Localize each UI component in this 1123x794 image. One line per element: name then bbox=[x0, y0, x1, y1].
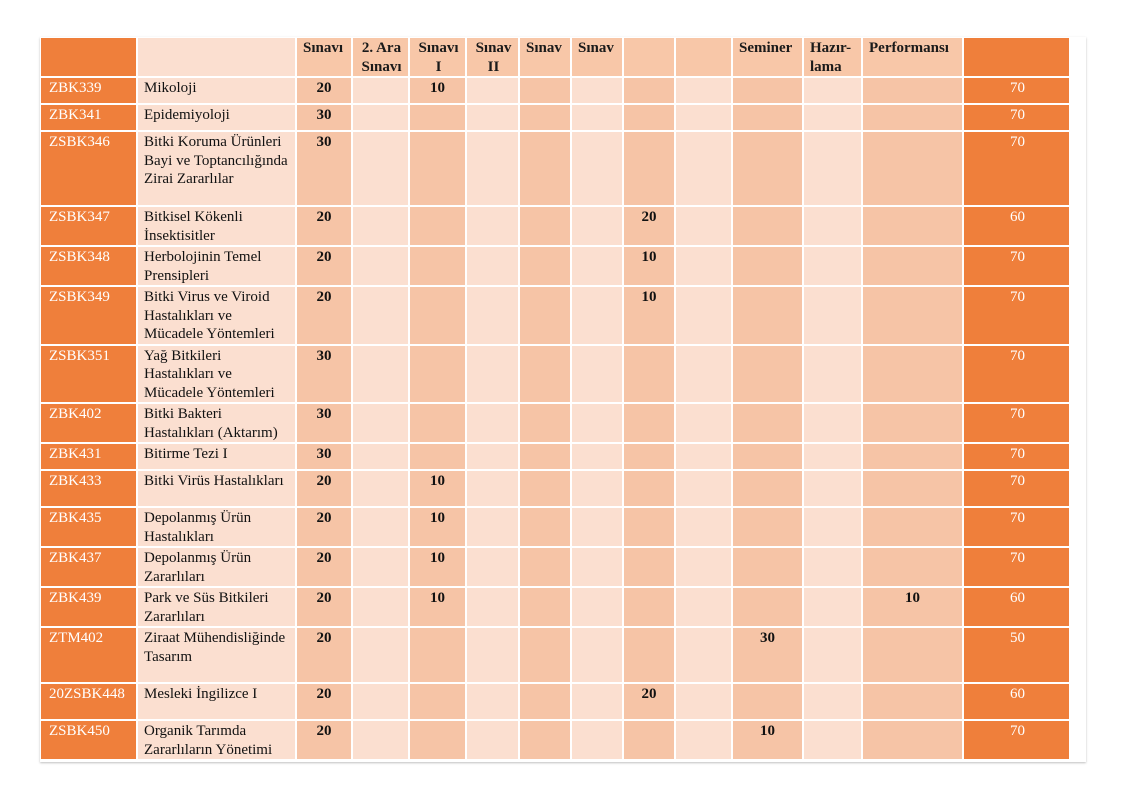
score-cell-8 bbox=[675, 587, 732, 627]
total-cell: 70 bbox=[963, 77, 1070, 104]
score-cell-3 bbox=[409, 443, 466, 470]
score-cell-4 bbox=[466, 587, 519, 627]
score-cell-2 bbox=[352, 403, 409, 443]
course-name-cell: Herbolojinin Temel Prensipleri bbox=[137, 246, 296, 286]
score-cell-3 bbox=[409, 206, 466, 246]
score-cell-1: 20 bbox=[296, 683, 352, 720]
score-cell-10 bbox=[803, 403, 862, 443]
score-cell-3: 10 bbox=[409, 587, 466, 627]
total-cell: 50 bbox=[963, 627, 1070, 683]
score-cell-7 bbox=[623, 470, 675, 507]
table-row bbox=[40, 345, 1070, 404]
score-cell-9 bbox=[732, 507, 803, 547]
score-cell-8 bbox=[675, 246, 732, 286]
score-cell-4 bbox=[466, 206, 519, 246]
score-cell-2 bbox=[352, 131, 409, 206]
table-row bbox=[40, 720, 1070, 760]
score-cell-11 bbox=[862, 77, 963, 104]
score-cell-1: 20 bbox=[296, 587, 352, 627]
score-cell-3: 10 bbox=[409, 547, 466, 587]
score-cell-6 bbox=[571, 443, 623, 470]
course-name-cell: Depolanmış Ürün Zararlıları bbox=[137, 547, 296, 587]
score-cell-2 bbox=[352, 547, 409, 587]
course-name-cell: Bitki Bakteri Hastalıkları (Aktarım) bbox=[137, 403, 296, 443]
course-code-cell: ZSBK349 bbox=[40, 286, 137, 345]
score-cell-7 bbox=[623, 547, 675, 587]
course-name-cell: Organik Tarımda Zararlıların Yönetimi bbox=[137, 720, 296, 760]
course-code-cell: ZTM402 bbox=[40, 627, 137, 683]
score-cell-1: 30 bbox=[296, 403, 352, 443]
score-cell-6 bbox=[571, 246, 623, 286]
score-cell-4 bbox=[466, 720, 519, 760]
score-cell-6 bbox=[571, 345, 623, 404]
score-cell-2 bbox=[352, 286, 409, 345]
header-cell-11: Performansı bbox=[862, 37, 963, 77]
score-cell-11 bbox=[862, 507, 963, 547]
score-cell-4 bbox=[466, 627, 519, 683]
score-cell-1: 20 bbox=[296, 720, 352, 760]
score-cell-6 bbox=[571, 720, 623, 760]
score-cell-6 bbox=[571, 547, 623, 587]
table-row bbox=[40, 587, 1070, 627]
header-cell-2: 2. Ara Sınavı bbox=[352, 37, 409, 77]
course-code-cell: ZBK339 bbox=[40, 77, 137, 104]
score-cell-10 bbox=[803, 507, 862, 547]
score-cell-6 bbox=[571, 206, 623, 246]
score-cell-10 bbox=[803, 720, 862, 760]
score-cell-11 bbox=[862, 683, 963, 720]
table-body bbox=[40, 77, 1070, 760]
score-cell-1: 20 bbox=[296, 77, 352, 104]
score-cell-6 bbox=[571, 627, 623, 683]
score-cell-9 bbox=[732, 104, 803, 131]
total-cell: 60 bbox=[963, 683, 1070, 720]
score-cell-4 bbox=[466, 246, 519, 286]
score-cell-3 bbox=[409, 683, 466, 720]
score-cell-5 bbox=[519, 720, 571, 760]
score-cell-10 bbox=[803, 587, 862, 627]
score-cell-1: 20 bbox=[296, 206, 352, 246]
course-name-cell: Depolanmış Ürün Hastalıkları bbox=[137, 507, 296, 547]
score-cell-6 bbox=[571, 104, 623, 131]
score-cell-10 bbox=[803, 443, 862, 470]
score-cell-4 bbox=[466, 131, 519, 206]
total-cell: 70 bbox=[963, 104, 1070, 131]
score-cell-8 bbox=[675, 104, 732, 131]
score-cell-9: 30 bbox=[732, 627, 803, 683]
score-cell-8 bbox=[675, 507, 732, 547]
course-name-cell: Bitki Virüs Hastalıkları bbox=[137, 470, 296, 507]
score-cell-9 bbox=[732, 403, 803, 443]
course-name-cell: Bitirme Tezi I bbox=[137, 443, 296, 470]
total-cell: 70 bbox=[963, 507, 1070, 547]
score-cell-4 bbox=[466, 77, 519, 104]
score-cell-11 bbox=[862, 345, 963, 404]
course-name-cell: Bitki Koruma Ürünleri Bayi ve Toptancılığında Zirai Zararlılar bbox=[137, 131, 296, 206]
score-cell-3 bbox=[409, 345, 466, 404]
total-cell: 70 bbox=[963, 246, 1070, 286]
score-cell-6 bbox=[571, 77, 623, 104]
total-cell: 60 bbox=[963, 206, 1070, 246]
score-cell-11: 10 bbox=[862, 587, 963, 627]
score-cell-5 bbox=[519, 246, 571, 286]
score-cell-5 bbox=[519, 683, 571, 720]
table-row bbox=[40, 470, 1070, 507]
score-cell-1: 20 bbox=[296, 246, 352, 286]
score-cell-2 bbox=[352, 206, 409, 246]
score-cell-9 bbox=[732, 470, 803, 507]
score-cell-4 bbox=[466, 547, 519, 587]
header-row bbox=[40, 37, 1070, 77]
score-cell-6 bbox=[571, 131, 623, 206]
score-cell-9 bbox=[732, 131, 803, 206]
score-cell-7 bbox=[623, 345, 675, 404]
score-cell-10 bbox=[803, 286, 862, 345]
score-cell-2 bbox=[352, 443, 409, 470]
score-cell-11 bbox=[862, 627, 963, 683]
score-cell-4 bbox=[466, 403, 519, 443]
score-cell-8 bbox=[675, 683, 732, 720]
course-name-cell: Ziraat Mühendisliğinde Tasarım bbox=[137, 627, 296, 683]
score-cell-3 bbox=[409, 720, 466, 760]
score-cell-4 bbox=[466, 286, 519, 345]
score-cell-3 bbox=[409, 131, 466, 206]
course-name-cell: Bitki Virus ve Viroid Hastalıkları ve Mücadele Yöntemleri bbox=[137, 286, 296, 345]
score-cell-7: 20 bbox=[623, 683, 675, 720]
course-code-cell: ZSBK450 bbox=[40, 720, 137, 760]
score-cell-8 bbox=[675, 627, 732, 683]
score-cell-8 bbox=[675, 443, 732, 470]
score-cell-4 bbox=[466, 345, 519, 404]
score-cell-11 bbox=[862, 443, 963, 470]
score-cell-2 bbox=[352, 345, 409, 404]
course-code-cell: ZSBK348 bbox=[40, 246, 137, 286]
total-cell: 70 bbox=[963, 547, 1070, 587]
total-cell: 70 bbox=[963, 470, 1070, 507]
score-cell-2 bbox=[352, 104, 409, 131]
score-cell-10 bbox=[803, 77, 862, 104]
course-name-cell: Mikoloji bbox=[137, 77, 296, 104]
table-row bbox=[40, 286, 1070, 345]
score-cell-4 bbox=[466, 443, 519, 470]
score-cell-10 bbox=[803, 131, 862, 206]
score-cell-2 bbox=[352, 77, 409, 104]
score-cell-5 bbox=[519, 403, 571, 443]
course-name-cell: Mesleki İngilizce I bbox=[137, 683, 296, 720]
table-row bbox=[40, 246, 1070, 286]
course-code-cell: ZBK433 bbox=[40, 470, 137, 507]
score-cell-9 bbox=[732, 683, 803, 720]
score-cell-10 bbox=[803, 345, 862, 404]
score-cell-8 bbox=[675, 286, 732, 345]
header-cell-code bbox=[40, 37, 137, 77]
score-cell-1: 20 bbox=[296, 547, 352, 587]
score-cell-1: 20 bbox=[296, 470, 352, 507]
score-cell-11 bbox=[862, 206, 963, 246]
table-row bbox=[40, 206, 1070, 246]
table-row bbox=[40, 507, 1070, 547]
score-cell-11 bbox=[862, 286, 963, 345]
score-cell-9 bbox=[732, 587, 803, 627]
score-cell-4 bbox=[466, 470, 519, 507]
course-code-cell: ZBK435 bbox=[40, 507, 137, 547]
score-cell-10 bbox=[803, 206, 862, 246]
score-cell-7 bbox=[623, 104, 675, 131]
table-row bbox=[40, 547, 1070, 587]
score-cell-5 bbox=[519, 507, 571, 547]
table-row bbox=[40, 77, 1070, 104]
header-cell-5: Sınav bbox=[519, 37, 571, 77]
header-cell-10: Hazır-lama bbox=[803, 37, 862, 77]
score-cell-2 bbox=[352, 470, 409, 507]
total-cell: 70 bbox=[963, 720, 1070, 760]
score-cell-6 bbox=[571, 470, 623, 507]
score-cell-7 bbox=[623, 77, 675, 104]
score-cell-5 bbox=[519, 470, 571, 507]
score-cell-8 bbox=[675, 345, 732, 404]
total-cell: 70 bbox=[963, 403, 1070, 443]
header-cell-3: Sınavı I bbox=[409, 37, 466, 77]
score-cell-5 bbox=[519, 587, 571, 627]
score-cell-1: 30 bbox=[296, 131, 352, 206]
score-cell-5 bbox=[519, 104, 571, 131]
score-cell-5 bbox=[519, 206, 571, 246]
score-cell-10 bbox=[803, 470, 862, 507]
course-code-cell: ZBK402 bbox=[40, 403, 137, 443]
score-cell-5 bbox=[519, 627, 571, 683]
header-cell-name bbox=[137, 37, 296, 77]
score-cell-9: 10 bbox=[732, 720, 803, 760]
score-cell-8 bbox=[675, 206, 732, 246]
header-cell-6: Sınav bbox=[571, 37, 623, 77]
score-cell-2 bbox=[352, 587, 409, 627]
score-cell-5 bbox=[519, 131, 571, 206]
score-cell-9 bbox=[732, 77, 803, 104]
table-row bbox=[40, 131, 1070, 206]
score-cell-4 bbox=[466, 683, 519, 720]
header-cell-total bbox=[963, 37, 1070, 77]
score-cell-7 bbox=[623, 403, 675, 443]
course-code-cell: ZBK439 bbox=[40, 587, 137, 627]
header-cell-1: Sınavı bbox=[296, 37, 352, 77]
score-cell-11 bbox=[862, 720, 963, 760]
score-cell-11 bbox=[862, 104, 963, 131]
course-code-cell: ZBK431 bbox=[40, 443, 137, 470]
score-cell-7 bbox=[623, 720, 675, 760]
grading-table-container bbox=[40, 37, 1086, 762]
course-code-cell: ZSBK351 bbox=[40, 345, 137, 404]
score-cell-1: 20 bbox=[296, 627, 352, 683]
score-cell-10 bbox=[803, 246, 862, 286]
score-cell-11 bbox=[862, 246, 963, 286]
table-row bbox=[40, 627, 1070, 683]
score-cell-5 bbox=[519, 345, 571, 404]
score-cell-7 bbox=[623, 507, 675, 547]
course-code-cell: ZSBK347 bbox=[40, 206, 137, 246]
course-name-cell: Epidemiyoloji bbox=[137, 104, 296, 131]
header-cell-4: Sınav II bbox=[466, 37, 519, 77]
score-cell-4 bbox=[466, 507, 519, 547]
score-cell-3 bbox=[409, 104, 466, 131]
score-cell-10 bbox=[803, 683, 862, 720]
score-cell-5 bbox=[519, 286, 571, 345]
score-cell-1: 30 bbox=[296, 345, 352, 404]
score-cell-3 bbox=[409, 403, 466, 443]
table-row bbox=[40, 683, 1070, 720]
score-cell-1: 20 bbox=[296, 286, 352, 345]
total-cell: 70 bbox=[963, 345, 1070, 404]
score-cell-7: 10 bbox=[623, 286, 675, 345]
score-cell-5 bbox=[519, 77, 571, 104]
score-cell-8 bbox=[675, 547, 732, 587]
score-cell-8 bbox=[675, 403, 732, 443]
score-cell-5 bbox=[519, 547, 571, 587]
score-cell-3: 10 bbox=[409, 470, 466, 507]
score-cell-3 bbox=[409, 246, 466, 286]
table-row bbox=[40, 443, 1070, 470]
total-cell: 60 bbox=[963, 587, 1070, 627]
table-row bbox=[40, 403, 1070, 443]
score-cell-11 bbox=[862, 131, 963, 206]
score-cell-6 bbox=[571, 587, 623, 627]
score-cell-3 bbox=[409, 627, 466, 683]
score-cell-3: 10 bbox=[409, 507, 466, 547]
score-cell-2 bbox=[352, 246, 409, 286]
course-code-cell: ZSBK346 bbox=[40, 131, 137, 206]
table-row bbox=[40, 104, 1070, 131]
score-cell-9 bbox=[732, 547, 803, 587]
score-cell-11 bbox=[862, 547, 963, 587]
score-cell-2 bbox=[352, 627, 409, 683]
header-cell-9: Seminer bbox=[732, 37, 803, 77]
score-cell-10 bbox=[803, 547, 862, 587]
score-cell-3: 10 bbox=[409, 77, 466, 104]
course-code-cell: 20ZSBK448 bbox=[40, 683, 137, 720]
course-code-cell: ZBK341 bbox=[40, 104, 137, 131]
total-cell: 70 bbox=[963, 131, 1070, 206]
score-cell-7 bbox=[623, 131, 675, 206]
score-cell-9 bbox=[732, 246, 803, 286]
score-cell-9 bbox=[732, 345, 803, 404]
score-cell-9 bbox=[732, 286, 803, 345]
total-cell: 70 bbox=[963, 286, 1070, 345]
score-cell-5 bbox=[519, 443, 571, 470]
score-cell-2 bbox=[352, 720, 409, 760]
score-cell-1: 30 bbox=[296, 104, 352, 131]
score-cell-8 bbox=[675, 720, 732, 760]
header-cell-8 bbox=[675, 37, 732, 77]
score-cell-7 bbox=[623, 443, 675, 470]
score-cell-6 bbox=[571, 683, 623, 720]
score-cell-3 bbox=[409, 286, 466, 345]
score-cell-7 bbox=[623, 587, 675, 627]
grading-table bbox=[40, 37, 1070, 760]
course-name-cell: Park ve Süs Bitkileri Zararlıları bbox=[137, 587, 296, 627]
score-cell-9 bbox=[732, 443, 803, 470]
score-cell-9 bbox=[732, 206, 803, 246]
score-cell-1: 30 bbox=[296, 443, 352, 470]
course-name-cell: Yağ Bitkileri Hastalıkları ve Mücadele Yöntemleri bbox=[137, 345, 296, 404]
score-cell-6 bbox=[571, 507, 623, 547]
score-cell-8 bbox=[675, 77, 732, 104]
course-code-cell: ZBK437 bbox=[40, 547, 137, 587]
course-name-cell: Bitkisel Kökenli İnsektisitler bbox=[137, 206, 296, 246]
score-cell-6 bbox=[571, 403, 623, 443]
score-cell-7: 20 bbox=[623, 206, 675, 246]
score-cell-7: 10 bbox=[623, 246, 675, 286]
score-cell-8 bbox=[675, 470, 732, 507]
score-cell-8 bbox=[675, 131, 732, 206]
total-cell: 70 bbox=[963, 443, 1070, 470]
score-cell-11 bbox=[862, 403, 963, 443]
header-cell-7 bbox=[623, 37, 675, 77]
score-cell-6 bbox=[571, 286, 623, 345]
score-cell-1: 20 bbox=[296, 507, 352, 547]
score-cell-11 bbox=[862, 470, 963, 507]
score-cell-2 bbox=[352, 683, 409, 720]
score-cell-2 bbox=[352, 507, 409, 547]
score-cell-7 bbox=[623, 627, 675, 683]
score-cell-10 bbox=[803, 104, 862, 131]
score-cell-4 bbox=[466, 104, 519, 131]
score-cell-10 bbox=[803, 627, 862, 683]
